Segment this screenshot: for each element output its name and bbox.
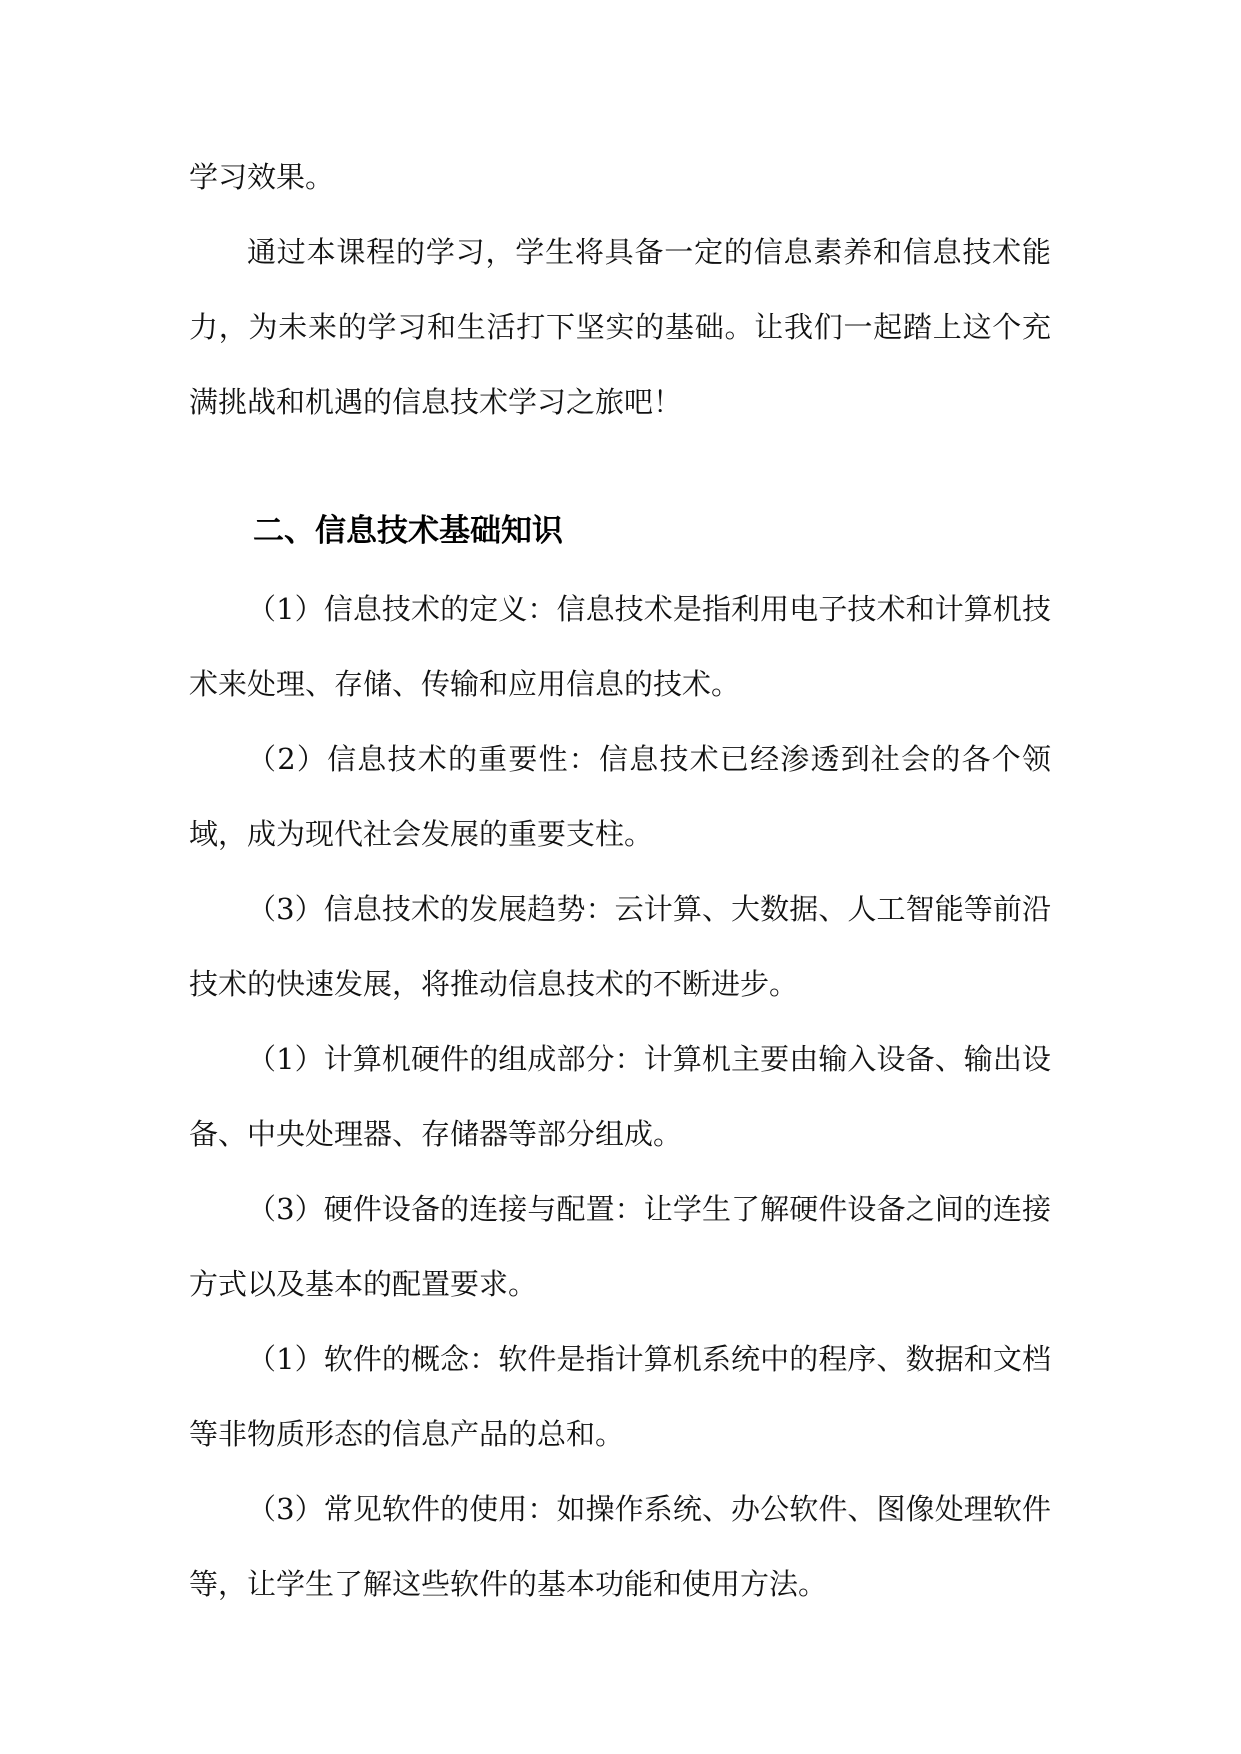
paragraph-hardware-components: （1）计算机硬件的组成部分：计算机主要由输入设备、输出设备、中央处理器、存储器等部分组成。 bbox=[189, 1042, 1051, 1151]
paragraph-continuation: 学习效果。 bbox=[189, 160, 335, 194]
paragraph-it-importance: （2）信息技术的重要性：信息技术已经渗透到社会的各个领域，成为现代社会发展的重要支柱。 bbox=[189, 742, 1051, 851]
paragraph-it-trends: （3）信息技术的发展趋势：云计算、大数据、人工智能等前沿技术的快速发展，将推动信息技术的不断进步。 bbox=[189, 892, 1051, 1001]
spacer bbox=[189, 440, 1051, 494]
section-heading: 二、信息技术基础知识 bbox=[253, 513, 563, 549]
paragraph-course-summary: 通过本课程的学习，学生将具备一定的信息素养和信息技术能力，为未来的学习和生活打下坚实的基础。让我们一起踏上这个充满挑战和机遇的信息技术学习之旅吧！ bbox=[189, 235, 1051, 419]
paragraph-common-software: （3）常见软件的使用：如操作系统、办公软件、图像处理软件等，让学生了解这些软件的基本功能和使用方法。 bbox=[189, 1492, 1051, 1601]
page-body bbox=[189, 140, 1051, 1622]
paragraph-hardware-connection: （3）硬件设备的连接与配置：让学生了解硬件设备之间的连接方式以及基本的配置要求。 bbox=[189, 1192, 1051, 1301]
paragraph-it-definition: （1）信息技术的定义：信息技术是指利用电子技术和计算机技术来处理、存储、传输和应用信息的技术。 bbox=[189, 592, 1051, 701]
paragraph-software-concept: （1）软件的概念：软件是指计算机系统中的程序、数据和文档等非物质形态的信息产品的总和。 bbox=[189, 1342, 1051, 1451]
